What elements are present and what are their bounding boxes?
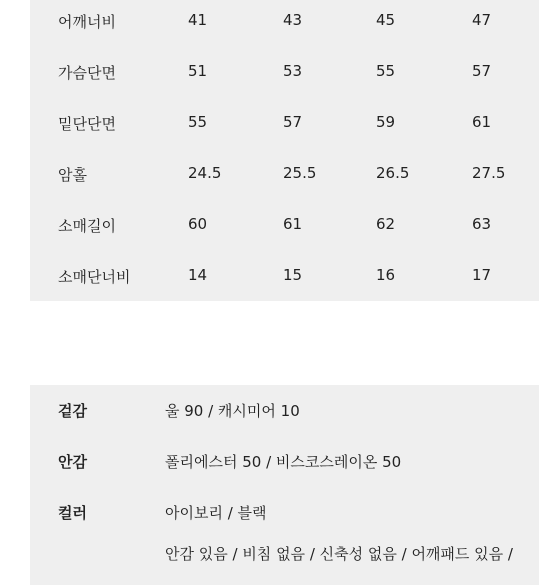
material-value: 아이보리 / 블랙: [165, 504, 267, 522]
size-row-label: 소매길이: [58, 217, 116, 235]
material-row-lining: [30, 436, 539, 487]
size-value: 43: [283, 11, 303, 29]
size-row-sleeve-length: [30, 204, 539, 255]
size-value: 17: [472, 266, 492, 284]
size-value: 51: [188, 62, 208, 80]
size-value: 61: [283, 215, 303, 233]
size-value: 41: [188, 11, 208, 29]
size-value: 45: [376, 11, 396, 29]
size-row-label: 암홀: [58, 166, 87, 184]
size-row-armhole: [30, 153, 539, 204]
size-value: 55: [188, 113, 208, 131]
size-row-label: 가슴단면: [58, 64, 116, 82]
size-value: 60: [188, 215, 208, 233]
size-row-shoulder: [30, 0, 539, 51]
size-row-cuff-width: [30, 255, 539, 306]
material-value: 울 90 / 캐시미어 10: [165, 402, 300, 420]
size-row-label: 소매단너비: [58, 268, 131, 286]
size-value: 57: [283, 113, 303, 131]
size-value: 27.5: [472, 164, 506, 182]
size-value: 57: [472, 62, 492, 80]
size-value: 61: [472, 113, 492, 131]
size-value: 53: [283, 62, 303, 80]
size-value: 55: [376, 62, 396, 80]
size-row-hem: [30, 102, 539, 153]
size-value: 16: [376, 266, 396, 284]
size-value: 63: [472, 215, 492, 233]
size-value: 14: [188, 266, 208, 284]
size-value: 25.5: [283, 164, 317, 182]
material-row-outer: [30, 385, 539, 436]
size-row-label: 밑단단면: [58, 115, 116, 133]
size-value: 62: [376, 215, 396, 233]
size-value: 47: [472, 11, 492, 29]
material-value: 폴리에스터 50 / 비스코스레이온 50: [165, 453, 402, 471]
size-value: 24.5: [188, 164, 222, 182]
size-value: 59: [376, 113, 396, 131]
material-label: 안감: [58, 453, 87, 471]
size-value: 26.5: [376, 164, 410, 182]
material-label: 겉감: [58, 402, 87, 420]
material-info: [30, 385, 539, 585]
size-table: [30, 0, 539, 301]
size-row-chest: [30, 51, 539, 102]
size-row-label: 어깨너비: [58, 13, 116, 31]
material-value: 안감 있음 / 비침 없음 / 신축성 없음 / 어깨패드 있음 /: [165, 545, 513, 563]
size-value: 15: [283, 266, 303, 284]
material-label: 컬러: [58, 504, 87, 522]
